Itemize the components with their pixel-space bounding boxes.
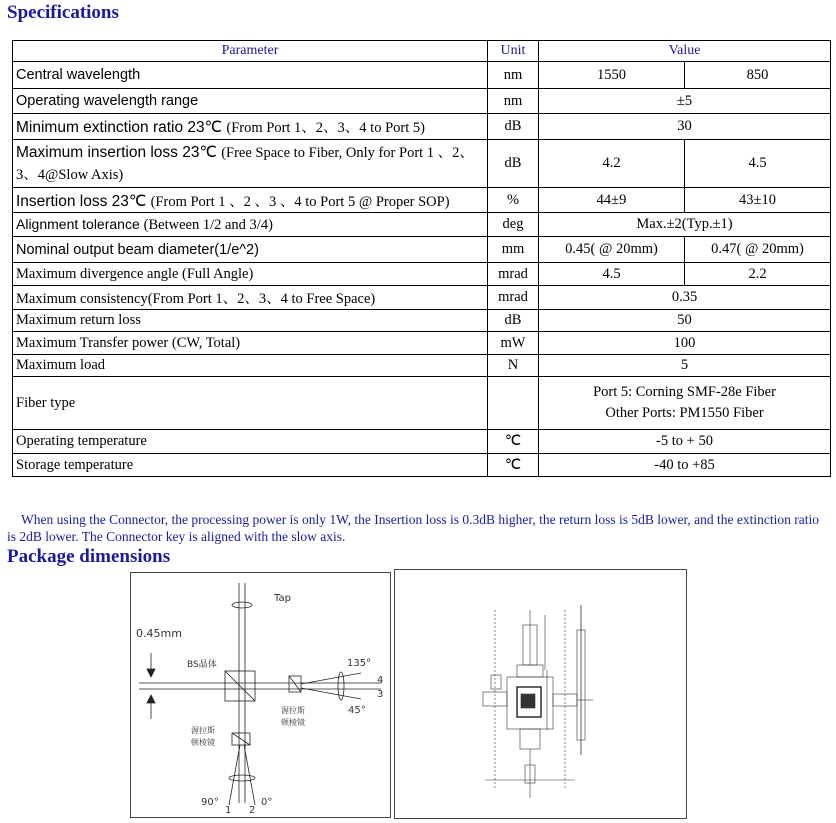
- port-label: 3: [377, 689, 384, 700]
- value-cell: 2.2: [685, 263, 831, 286]
- angle-label: 135°: [347, 658, 372, 669]
- param-detail: (From Port 1 、2 、3 、4 to Port 5 @ Proper SOP): [150, 193, 450, 210]
- package-drawing: [394, 569, 687, 819]
- specifications-table: [12, 40, 831, 477]
- table-row: [13, 213, 831, 237]
- value-cell: ±5: [539, 89, 831, 114]
- table-row: [13, 332, 831, 355]
- bs-diagonal: [225, 671, 255, 701]
- connector-note: When using the Connector, the processing power is only 1W, the Insertion loss is 0.3dB higher, the return loss is 5dB lower, and the extinction ratio is 2dB lower. The Connector key is aligned with the slow axis.: [7, 512, 819, 544]
- split-beam: [301, 673, 361, 684]
- prism-label: 顿棱镜: [281, 718, 305, 727]
- param-main: Maximum insertion loss 23℃: [16, 143, 222, 161]
- left-small-part: [491, 675, 501, 689]
- param-cell: Operating temperature: [13, 430, 488, 454]
- bottom-lens: [229, 775, 255, 781]
- bs-label: BS晶体: [187, 660, 217, 670]
- value-cell: 4.2: [539, 140, 685, 188]
- param-cell: Maximum return loss: [13, 310, 488, 332]
- table-row: [13, 188, 831, 213]
- unit-cell: dB: [488, 114, 539, 140]
- core-block: [521, 694, 535, 708]
- param-cell: Maximum divergence angle (Full Angle): [13, 263, 488, 286]
- top-lens: [232, 602, 252, 608]
- param-main: Minimum extinction ratio 23℃: [16, 119, 227, 136]
- param-cell: [13, 114, 488, 140]
- bottom-prism-diagonal: [232, 733, 250, 745]
- port-label: 2: [249, 805, 256, 816]
- value-cell: [539, 377, 831, 430]
- package-heading: Package dimensions: [7, 546, 171, 567]
- unit-cell: ℃: [488, 430, 539, 454]
- table-row: [13, 377, 831, 430]
- param-cell: [13, 140, 488, 188]
- param-cell: Maximum consistency(From Port 1、2、3、4 to Free Space): [13, 286, 488, 310]
- value-cell: 43±10: [685, 188, 831, 213]
- header-unit: Unit: [488, 41, 539, 62]
- value-cell: 4.5: [539, 263, 685, 286]
- split-beam: [301, 688, 361, 699]
- header-parameter: Parameter: [13, 41, 488, 62]
- param-detail: (From Port 1、2、3、4 to Port 5): [226, 120, 425, 136]
- param-cell: [13, 213, 488, 237]
- right-lens: [338, 672, 344, 700]
- port-label: 1: [225, 805, 232, 816]
- param-cell: Central wavelength: [13, 62, 488, 89]
- table-row: [13, 114, 831, 140]
- table-row: [13, 310, 831, 332]
- table-row: [13, 263, 831, 286]
- unit-cell: mrad: [488, 263, 539, 286]
- bottom-port: [520, 729, 540, 749]
- angle-label: 45°: [348, 705, 366, 716]
- param-cell: Operating wavelength range: [13, 89, 488, 114]
- table-row: [13, 454, 831, 477]
- value-cell: 30: [539, 114, 831, 140]
- param-main: Alignment tolerance: [16, 215, 144, 232]
- unit-cell: nm: [488, 89, 539, 114]
- param-cell: Nominal output beam diameter(1/e^2): [13, 237, 488, 263]
- angle-label: 90°: [201, 797, 219, 808]
- port-label: 4: [377, 675, 384, 686]
- value-cell: 100: [539, 332, 831, 355]
- top-adapter: [517, 665, 543, 677]
- value-cell: 4.5: [685, 140, 831, 188]
- fiber-type-line: Port 5: Corning SMF-28e Fiber: [593, 384, 776, 400]
- param-cell: Fiber type: [13, 377, 488, 430]
- optical-path-svg: [131, 573, 390, 817]
- unit-cell: ℃: [488, 454, 539, 477]
- unit-cell: %: [488, 188, 539, 213]
- tap-label: Tap: [274, 593, 291, 604]
- package-drawing-svg: [395, 570, 686, 818]
- unit-cell: dB: [488, 310, 539, 332]
- prism-label: 渥拉斯: [281, 706, 305, 715]
- optical-path-diagram: [130, 572, 391, 818]
- table-row: [13, 140, 831, 188]
- unit-cell: [488, 377, 539, 430]
- table-row: [13, 89, 831, 114]
- value-cell: Max.±2(Typ.±1): [539, 213, 831, 237]
- angle-label: 0°: [261, 797, 273, 808]
- arrowhead-icon: [147, 695, 155, 703]
- value-cell: 1550: [539, 62, 685, 89]
- param-detail: (Between 1/2 and 3/4): [143, 216, 273, 233]
- param-detail: (Free Space to Fiber, Only for Port 1 、2、3、4@Slow Axis): [16, 144, 474, 183]
- param-cell: [13, 188, 488, 213]
- arrowhead-icon: [147, 669, 155, 677]
- unit-cell: deg: [488, 213, 539, 237]
- param-main: Insertion loss 23℃: [16, 192, 151, 210]
- specifications-heading: Specifications: [7, 2, 119, 23]
- value-cell: -40 to +85: [539, 454, 831, 477]
- value-cell: -5 to + 50: [539, 430, 831, 454]
- fiber-type-line: Other Ports: PM1550 Fiber: [605, 405, 764, 421]
- right-prism-diagonal: [289, 676, 301, 692]
- unit-cell: mW: [488, 332, 539, 355]
- table-row: [13, 286, 831, 310]
- unit-cell: nm: [488, 62, 539, 89]
- value-cell: 44±9: [539, 188, 685, 213]
- table-row: [13, 430, 831, 454]
- prism-label: 渥拉斯: [191, 726, 215, 735]
- header-value: Value: [539, 41, 831, 62]
- value-cell: 0.45( @ 20mm): [539, 237, 685, 263]
- value-cell: 50: [539, 310, 831, 332]
- value-cell: 850: [685, 62, 831, 89]
- table-row: [13, 237, 831, 263]
- unit-cell: dB: [488, 140, 539, 188]
- beam-size-label: 0.45mm: [136, 627, 182, 640]
- param-cell: Storage temperature: [13, 454, 488, 477]
- value-cell: 5: [539, 355, 831, 377]
- param-cell: Maximum Transfer power (CW, Total): [13, 332, 488, 355]
- table-row: [13, 62, 831, 89]
- prism-label: 顿棱镜: [191, 738, 215, 747]
- value-cell: 0.47( @ 20mm): [685, 237, 831, 263]
- param-cell: Maximum load: [13, 355, 488, 377]
- unit-cell: mm: [488, 237, 539, 263]
- unit-cell: N: [488, 355, 539, 377]
- table-header-row: [13, 41, 831, 62]
- unit-cell: mrad: [488, 286, 539, 310]
- table-row: [13, 355, 831, 377]
- value-cell: 0.35: [539, 286, 831, 310]
